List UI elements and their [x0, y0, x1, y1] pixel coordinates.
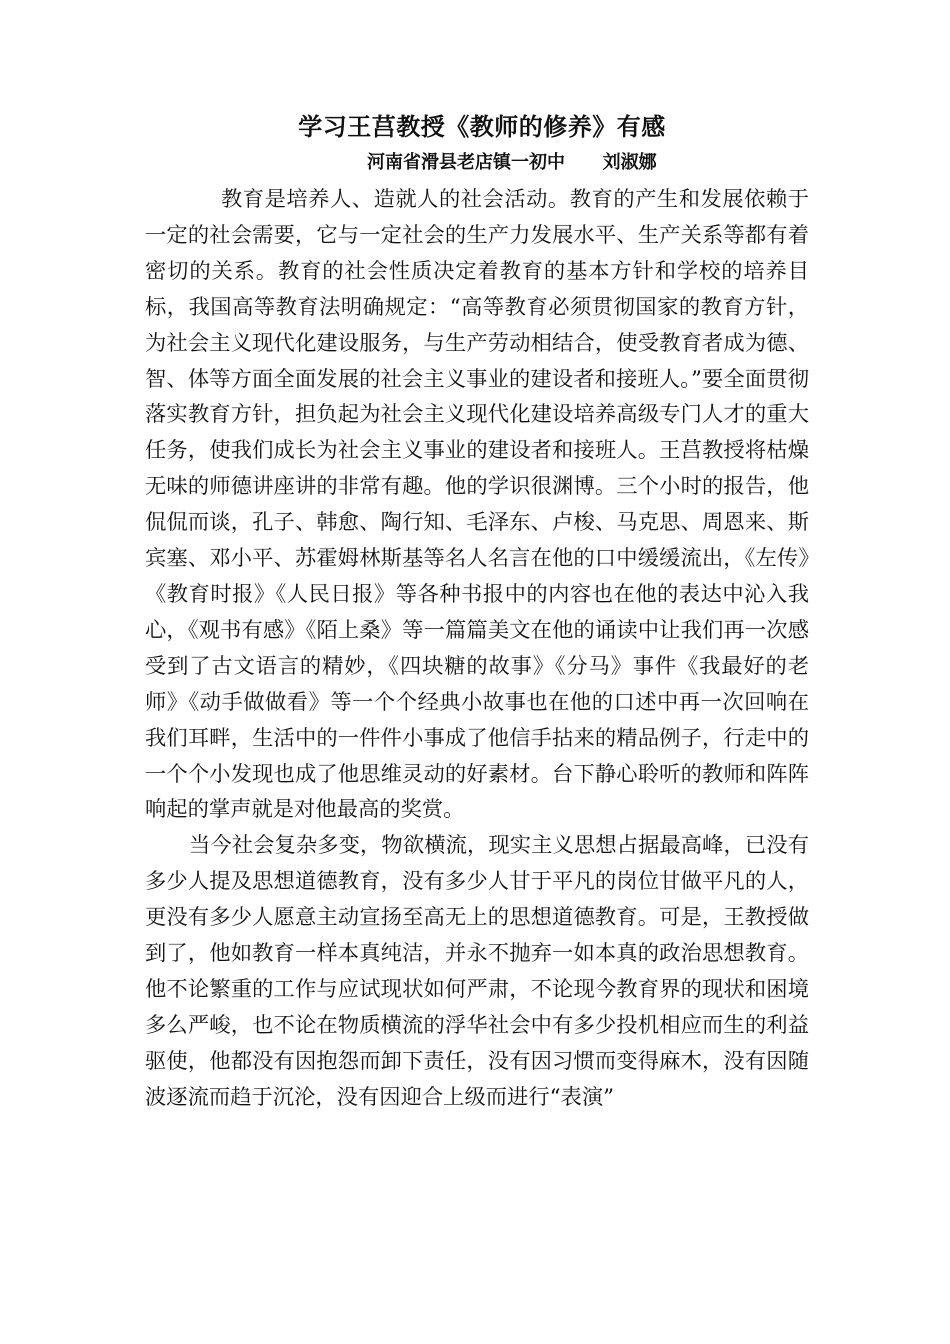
body-paragraph-1: 教育是培养人、造就人的社会活动。教育的产生和发展依赖于一定的社会需要，它与一定社会的生产力发展水平、生产关系等都有着密切的关系。教育的社会性质决定着教育的基本方针和学校的培养目标，我国高等教育法明确规定：“高等教育必须贯彻国家的教育方针，为社会主义现代化建设服务，与生产劳动相结合，使受教育者成为德、智、体等方面全面发展的社会主义事业的建设者和接班人。”要全面贯彻落实教育方针，担负起为社会主义现代化建设培养高级专门人才的重大任务，使我们成长为社会主义事业的建设者和接班人。王莒教授将枯燥无味的师德讲座讲的非常有趣。他的学识很渊博。三个小时的报告，他侃侃而谈，孔子、韩愈、陶行知、毛泽东、卢梭、马克思、周恩来、斯宾塞、邓小平、苏霍姆林斯基等名人名言在他的口中缓缓流出，《左传》《教育时报》《人民日报》等各种书报中的内容也在他的表达中沁入我心，《观书有感》《陌上桑》等一篇篇美文在他的诵读中让我们再一次感受到了古文语言的精妙，《四块糖的故事》《分马》事件《我最好的老师》《动手做做看》等一个个经典小故事也在他的口述中再一次回响在我们耳畔，生活中的一件件小事成了他信手拈来的精品例子，行走中的一个个小发现也成了他思维灵动的好素材。台下静心聆听的教师和阵阵响起的掌声就是对他最高的奖赏。: [145, 187, 809, 823]
document-title: 学习王莒教授《教师的修养》有感: [298, 113, 666, 141]
author-line: 河南省滑县老店镇一初中 刘淑娜: [367, 152, 657, 173]
body-paragraph-2: 当今社会复杂多变，物欲横流，现实主义思想占据最高峰，已没有多少人提及思想道德教育，没有多少人甘于平凡的岗位甘做平凡的人，更没有多少人愿意主动宣扬至高无上的思想道德教育。可是，王教授做到了，他如教育一样本真纯洁，并永不抛弃一如本真的政治思想教育。他不论繁重的工作与应试现状如何严肃，不论现今教育界的现状和困境多么严峻，也不论在物质横流的浮华社会中有多少投机相应而生的利益驱使，他都没有因抱怨而卸下责任，没有因习惯而变得麻木，没有因随波逐流而趋于沉沦，没有因迎合上级而进行“表演”: [145, 833, 809, 1110]
document-page: [145, 112, 809, 1116]
